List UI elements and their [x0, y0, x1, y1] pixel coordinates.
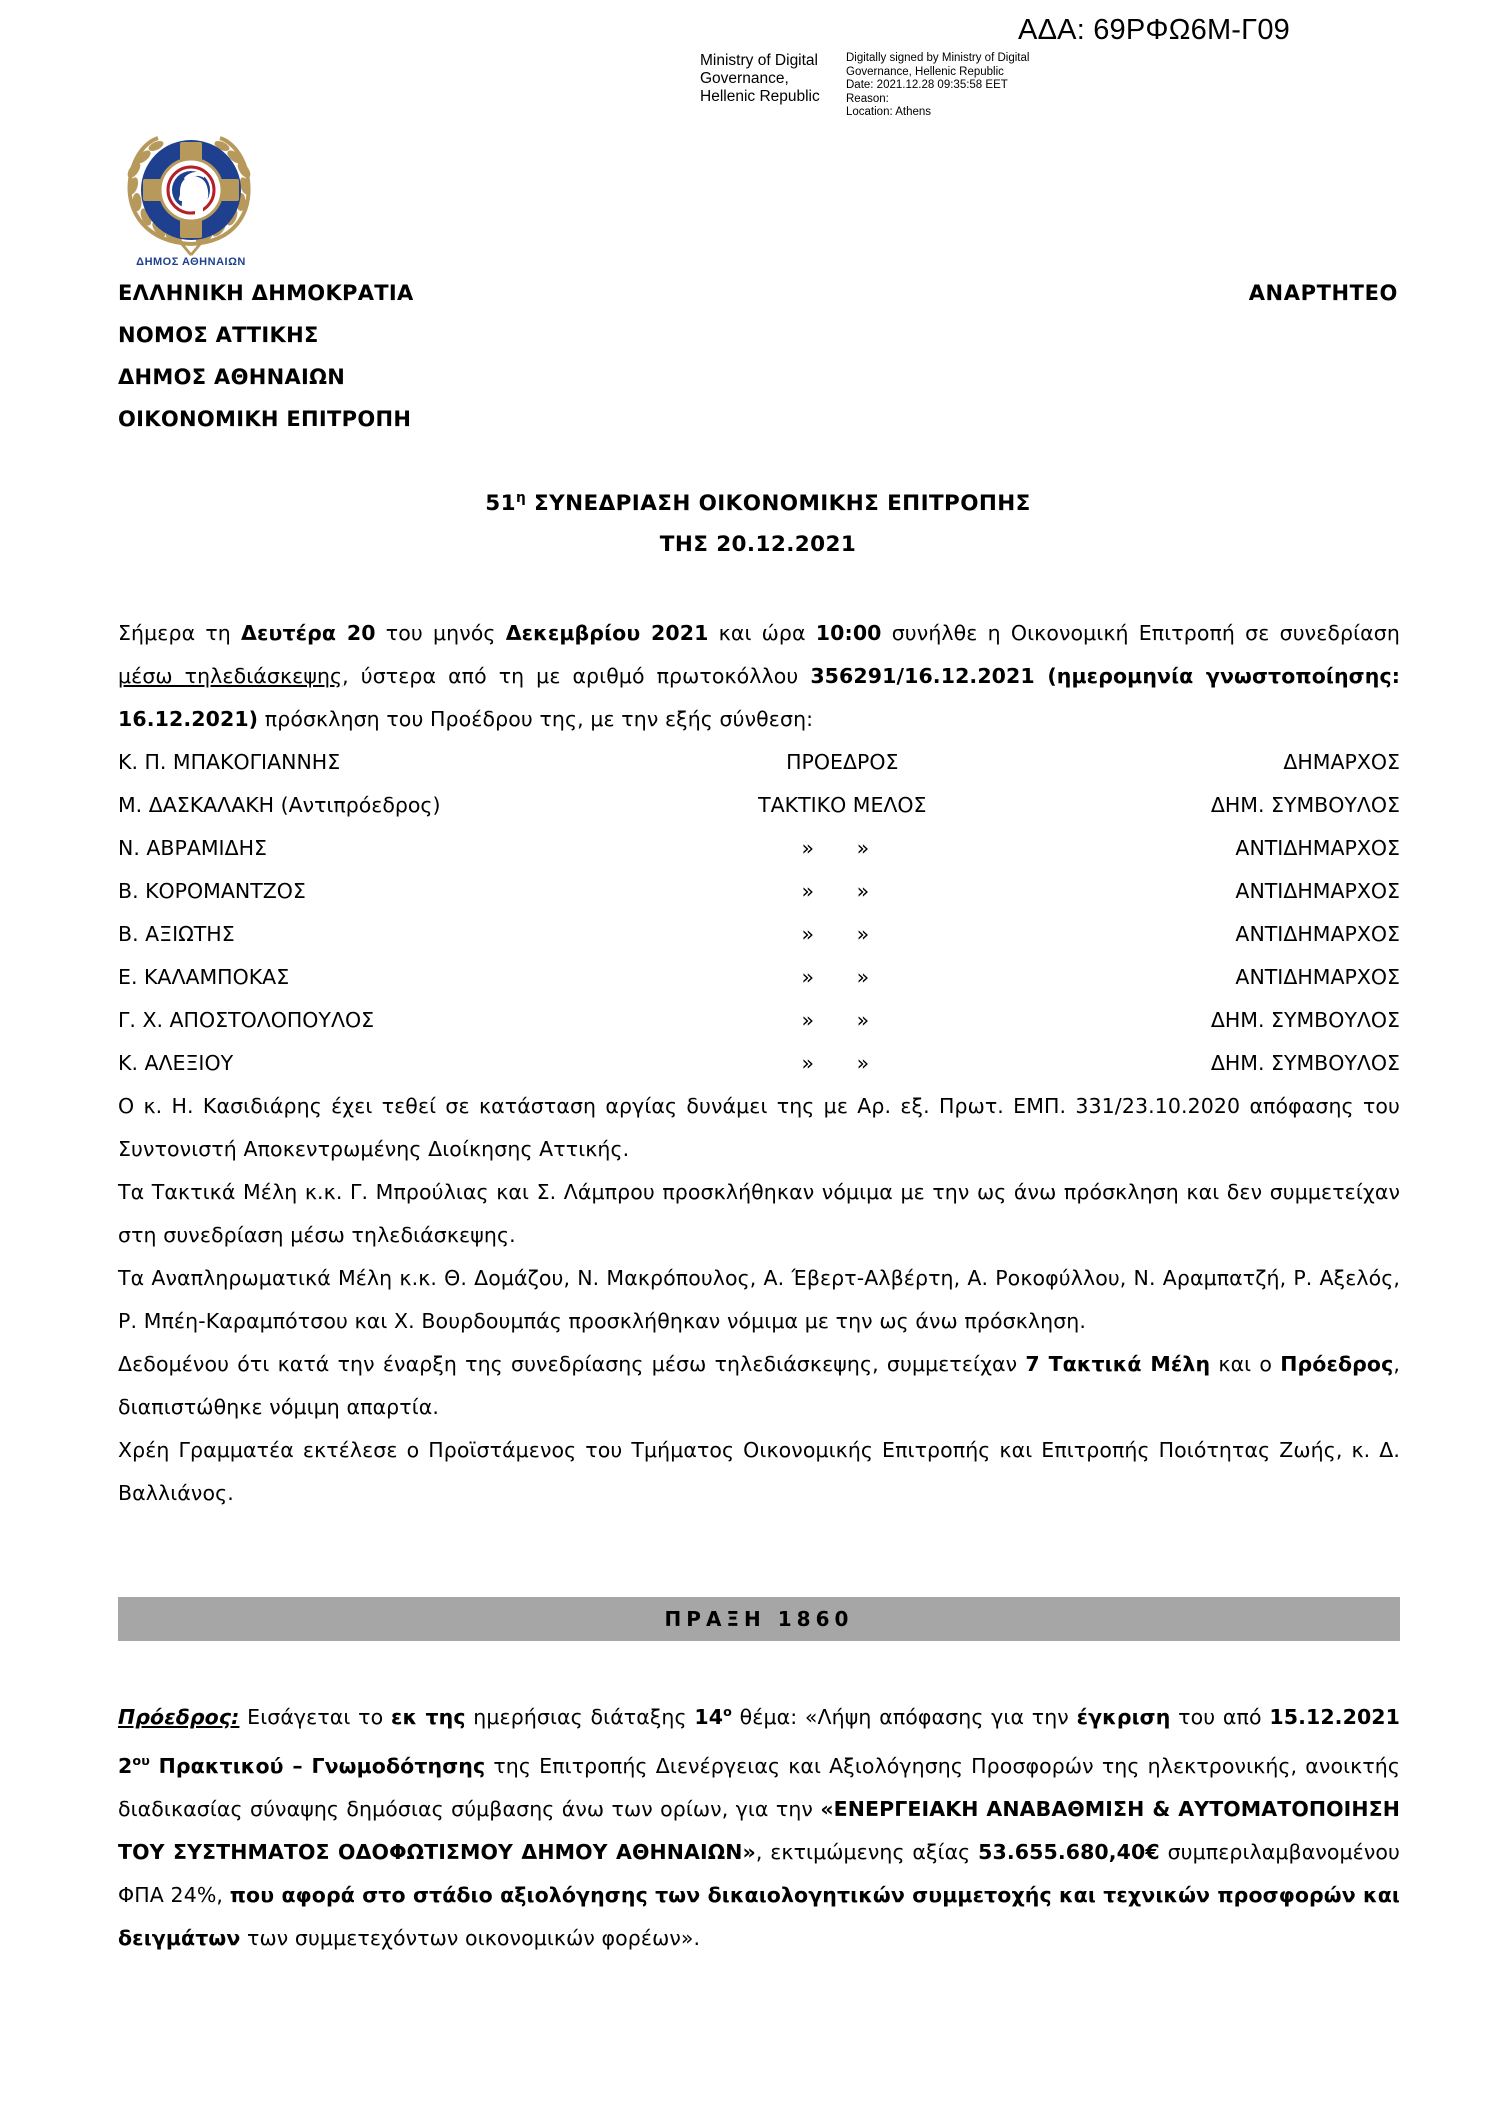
table-row — [118, 999, 1400, 1042]
agenda-item-section — [118, 1690, 1400, 1960]
table-row — [118, 1042, 1400, 1085]
evaluation-stage: που αφορά στο στάδιο αξιολόγησης των δικαιολογητικών συμμετοχής και τεχνικών προσφορών και δειγμάτων — [118, 1882, 1400, 1950]
members-table-body — [118, 741, 1400, 1085]
quorum-text-2: και ο — [1210, 1352, 1281, 1376]
closing-text-5: της Επιτροπής Διενέργειας και Αξιολόγησης Προσφορών της ηλεκτρονικής, ανοικτής διαδικασίας σύναψης δημόσιας σύμβασης άνω των ορίων, για την — [118, 1753, 1400, 1821]
closing-text-8: των συμμετεχόντων οικονομικών φορέων». — [240, 1925, 701, 1950]
header-line-4: ΟΙΚΟΝΟΜΙΚΗ ΕΠΙΤΡΟΠΗ — [118, 407, 412, 431]
member-title: ΑΝΤΙΔΗΜΑΡΧΟΣ — [1235, 836, 1400, 860]
intro-paragraph — [118, 612, 1400, 741]
header-row-3 — [118, 356, 1398, 398]
contract-value: 53.655.680,40€ — [978, 1839, 1160, 1864]
emblem-graphic — [112, 122, 270, 270]
intro-text-1: Σήμερα τη — [118, 621, 242, 645]
closing-text-4: του από — [1170, 1704, 1270, 1729]
quorum-member-count: 7 Τακτικά Μέλη — [1025, 1352, 1211, 1376]
closing-minutes-date: 15.12.2021 2 — [118, 1704, 1401, 1778]
table-row — [118, 870, 1400, 913]
closing-text-7: συμπεριλαμβανομένου ΦΠΑ 24%, — [118, 1839, 1400, 1907]
intro-time: 10:00 — [815, 621, 882, 645]
closing-text-1: Εισάγεται το — [239, 1704, 391, 1729]
member-role-ditto: » » — [801, 1051, 888, 1075]
session-date: ΤΗΣ 20.12.2021 — [659, 532, 857, 558]
closing-text-3: θέμα: «Λήψη απόφασης για την — [731, 1704, 1077, 1729]
member-name: Β. ΑΞΙΩΤΗΣ — [118, 922, 235, 946]
header-row-4 — [118, 398, 1398, 440]
signature-reason: Reason: — [846, 92, 889, 105]
anartiteo-note: ΑΝΑΡΤΗΤΕΟ — [1248, 281, 1398, 305]
agenda-item-paragraph — [118, 1690, 1400, 1960]
member-name: Β. ΚΟΡΟΜΑΝΤΖΟΣ — [118, 879, 306, 903]
project-title: «ΕΝΕΡΓΕΙΑΚΗ ΑΝΑΒΑΘΜΙΣΗ & ΑΥΤΟΜΑΤΟΠΟΙΗΣΗ ΤΟΥ ΣΥΣΤΗΜΑΤΟΣ ΟΔΟΦΩΤΙΣΜΟΥ ΔΗΜΟΥ ΑΘΗΝΑΙΩΝ» — [118, 1796, 1401, 1864]
header-line-2: ΝΟΜΟΣ ΑΤΤΙΚΗΣ — [118, 323, 319, 347]
intro-teleconference: μέσω τηλεδιάσκεψης — [118, 664, 343, 688]
member-name: Κ. Π. ΜΠΑΚΟΓΙΑΝΝΗΣ — [118, 750, 341, 774]
intro-day: Δευτέρα 20 — [241, 621, 376, 645]
signature-date: Date: 2021.12.28 09:35:58 EET — [846, 79, 1008, 92]
member-role: ΤΑΚΤΙΚΟ ΜΕΛΟΣ — [758, 793, 927, 817]
member-title: ΑΝΤΙΔΗΜΑΡΧΟΣ — [1235, 879, 1400, 903]
member-title: ΔΗΜΑΡΧΟΣ — [1283, 750, 1400, 774]
member-title: ΔΗΜ. ΣΥΜΒΟΥΛΟΣ — [1210, 793, 1400, 817]
session-title — [118, 478, 1398, 565]
speaker-label: Πρόεδρος: — [118, 1704, 240, 1729]
closing-minutes-label: Πρακτικού – Γνωμοδότησης — [149, 1753, 486, 1778]
paragraph-kasidiaris: Ο κ. Η. Κασιδιάρης έχει τεθεί σε κατάσταση αργίας δυνάμει της με Αρ. εξ. Πρωτ. ΕΜΠ. 331/23.10.2020 απόφασης του Συντονιστή Αποκεντρωμένης Διοίκησης Αττικής. — [118, 1094, 1400, 1161]
closing-text-2: ημερήσιας διάταξης — [465, 1704, 695, 1729]
member-role-ditto: » » — [801, 1008, 888, 1032]
signature-signed-by: Digitally signed by Ministry of Digital Governance, Hellenic Republic — [846, 52, 1030, 78]
member-role-ditto: » » — [801, 922, 888, 946]
table-row — [118, 784, 1400, 827]
intro-text-5: , ύστερα από τη με αριθμό πρωτοκόλλου — [342, 664, 811, 688]
table-row — [118, 913, 1400, 956]
header-line-3: ΔΗΜΟΣ ΑΘΗΝΑΙΩΝ — [118, 365, 346, 389]
session-ordinal-suffix: η — [515, 490, 527, 506]
member-title: ΔΗΜ. ΣΥΜΒΟΥΛΟΣ — [1210, 1051, 1400, 1075]
closing-text-6: , εκτιμώμενης αξίας — [755, 1839, 979, 1864]
table-row — [118, 827, 1400, 870]
table-row — [118, 741, 1400, 784]
paragraph-quorum — [118, 1343, 1400, 1429]
header-row-2 — [118, 314, 1398, 356]
intro-text-3: και ώρα — [708, 621, 816, 645]
agenda-item-ordinal: ο — [723, 1704, 732, 1719]
intro-text-6: πρόσκληση του Προέδρου της, με την εξής σύνθεση: — [258, 707, 814, 731]
organization-header — [118, 272, 1398, 440]
paragraph-alternate-members: Τα Αναπληρωματικά Μέλη κ.κ. Θ. Δομάζου, Ν. Μακρόπουλος, Α. Έβερτ-Αλβέρτη, Α. Ροκοφύλλου, Ν. Αραμπατζή, Ρ. Αξελός, Ρ. Μπέη-Καραμπότσου και Χ. Βουρδουμπάς προσκλήθηκαν νόμιμα με την ως άνω πρόσκληση. — [118, 1266, 1400, 1333]
city-of-athens-emblem — [112, 122, 270, 270]
intro-protocol-number: 356291/16.12.2021 (ημερομηνία γνωστοποίησης: 16.12.2021) — [118, 664, 1400, 731]
member-title: ΑΝΤΙΔΗΜΑΡΧΟΣ — [1235, 922, 1400, 946]
table-row — [118, 956, 1400, 999]
member-role-ditto: » » — [801, 965, 888, 989]
intro-text-2: του μηνός — [375, 621, 506, 645]
intro-month-year: Δεκεμβρίου 2021 — [505, 621, 709, 645]
member-name: Ν. ΑΒΡΑΜΙΔΗΣ — [118, 836, 267, 860]
praxi-label: ΠΡΑΞΗ 1860 — [664, 1607, 854, 1631]
ada-code: ΑΔΑ: 69ΡΦΩ6Μ-Γ09 — [1018, 14, 1290, 46]
document-body — [118, 612, 1400, 1515]
quorum-president: Πρόεδρος — [1280, 1352, 1394, 1376]
member-title: ΑΝΤΙΔΗΜΑΡΧΟΣ — [1235, 965, 1400, 989]
paragraph-regular-members: Τα Τακτικά Μέλη κ.κ. Γ. Μπρούλιας και Σ. Λάμπρου προσκλήθηκαν νόμιμα με την ως άνω πρόσκληση και δεν συμμετείχαν στη συνεδρίαση μέσω τηλεδιάσκεψης. — [118, 1180, 1400, 1247]
digital-signature-block — [700, 52, 1061, 120]
header-line-1: ΕΛΛΗΝΙΚΗ ΔΗΜΟΚΡΑΤΙΑ — [118, 281, 414, 305]
quorum-text-1: Δεδομένου ότι κατά την έναρξη της συνεδρίασης μέσω τηλεδιάσκεψης, συμμετείχαν — [118, 1352, 1026, 1376]
signature-details — [846, 52, 1061, 120]
svg-text:ΔΗΜΟΣ ΑΘΗΝΑΙΩΝ: ΔΗΜΟΣ ΑΘΗΝΑΙΩΝ — [136, 256, 246, 268]
praxi-banner — [118, 1597, 1400, 1641]
member-role: ΠΡΟΕΔΡΟΣ — [786, 750, 899, 774]
member-name: Κ. ΑΛΕΞΙΟΥ — [118, 1051, 234, 1075]
intro-text-4: συνήλθε η Οικονομική Επιτροπή σε συνεδρίαση — [881, 621, 1400, 645]
member-role-ditto: » » — [801, 879, 888, 903]
session-number: 51 — [485, 491, 516, 517]
signature-location: Location: Athens — [846, 106, 932, 119]
agenda-item-number: 14 — [694, 1704, 724, 1729]
signature-issuer: Ministry of Digital Governance, Hellenic Republic — [700, 52, 820, 106]
closing-ek-tis: εκ της — [390, 1704, 466, 1729]
paragraph-secretary: Χρέη Γραμματέα εκτέλεσε ο Προϊστάμενος του Τμήματος Οικονομικής Επιτροπής και Επιτροπής Ποιότητας Ζωής, κ. Δ. Βαλλιάνος. — [118, 1438, 1400, 1505]
header-row-1 — [118, 272, 1398, 314]
session-title-text: ΣΥΝΕΔΡΙΑΣΗ ΟΙΚΟΝΟΜΙΚΗΣ ΕΠΙΤΡΟΠΗΣ — [526, 491, 1031, 517]
session-title-line-1 — [118, 478, 1398, 524]
member-title: ΔΗΜ. ΣΥΜΒΟΥΛΟΣ — [1210, 1008, 1400, 1032]
member-role-ditto: » » — [801, 836, 888, 860]
member-name: Γ. Χ. ΑΠΟΣΤΟΛΟΠΟΥΛΟΣ — [118, 1008, 375, 1032]
members-table — [118, 741, 1400, 1085]
closing-minutes-ordinal: ου — [132, 1752, 150, 1768]
quorum-text-3: , διαπιστώθηκε νόμιμη απαρτία. — [118, 1352, 1400, 1419]
member-name: Ε. ΚΑΛΑΜΠΟΚΑΣ — [118, 965, 290, 989]
closing-approval: έγκριση — [1076, 1704, 1171, 1729]
member-name: Μ. ΔΑΣΚΑΛΑΚΗ (Αντιπρόεδρος) — [118, 793, 441, 817]
